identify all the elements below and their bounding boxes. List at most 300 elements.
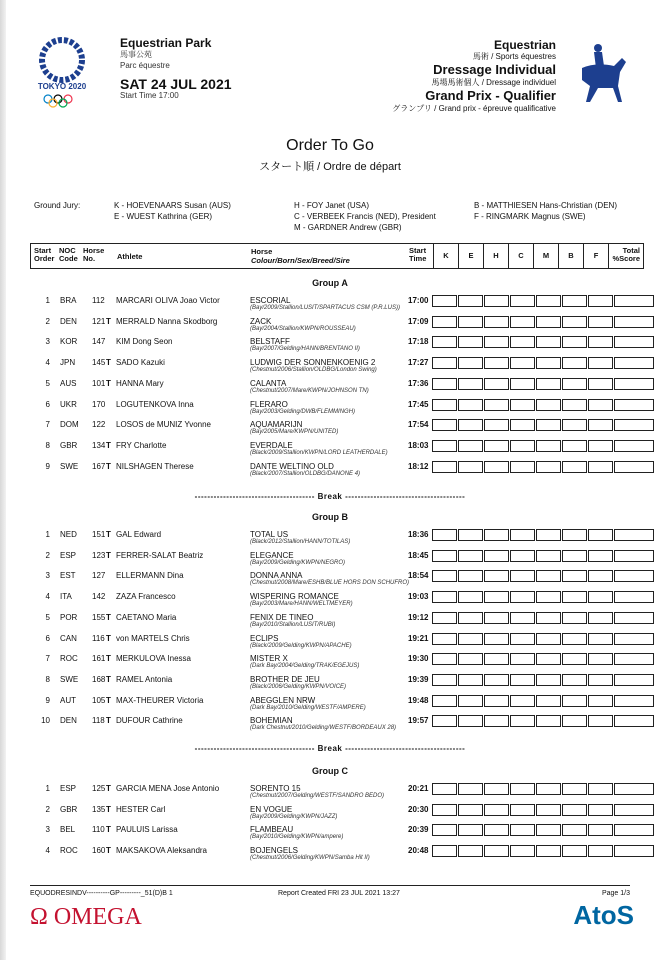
judge-score-box [562, 695, 587, 707]
break-dashes: -------------------------------------- [194, 492, 318, 501]
start-list-row [30, 673, 630, 694]
start-order: 3 [45, 825, 50, 835]
start-time: 17:54 [408, 420, 429, 430]
horse-details: (Bay/2003/Gelding/DWB/FLEMMINGH) [250, 408, 356, 415]
total-score-box [614, 612, 654, 624]
total-score-box [614, 399, 654, 411]
judge-score-box [510, 612, 535, 624]
page-title: Order To Go [286, 137, 374, 154]
start-order: 3 [45, 571, 50, 581]
judge-score-box [432, 529, 457, 541]
team-marker: T [106, 804, 111, 814]
start-time: 20:21 [408, 784, 429, 793]
athlete-name: MAKSAKOVA Aleksandra [116, 846, 208, 856]
col-judge-c: C [508, 244, 533, 268]
horse-name: SORENTO 15 [250, 784, 301, 793]
horse-name: AQUAMARIJN [250, 420, 303, 430]
judge-score-box [458, 419, 483, 431]
col-judge-e: E [458, 244, 483, 268]
judge-score-box [588, 336, 613, 348]
start-list-row [30, 549, 630, 570]
judge-score-box [458, 804, 483, 816]
start-order: 6 [45, 633, 50, 643]
footer-code: EQUODRESINDV----------GP---------_51(D)B 1 [30, 890, 173, 897]
athlete-name: HESTER Carl [116, 804, 166, 814]
horse-number: 161 [92, 654, 106, 664]
judge-score-box [510, 570, 535, 582]
athlete-name: FERRER-SALAT Beatriz [116, 550, 204, 560]
athlete-name: PAULUIS Larissa [116, 825, 178, 835]
judge-score-box [536, 399, 561, 411]
jury-label: Ground Jury: [34, 201, 81, 210]
phase-name: Grand Prix - Qualifier [425, 88, 556, 103]
team-marker: T [106, 530, 111, 539]
col-noc: NOC Code [59, 246, 78, 263]
total-score-box [614, 653, 654, 665]
start-time: 19:48 [408, 695, 429, 705]
noc-code: POR [60, 612, 78, 622]
score-boxes [432, 591, 655, 603]
judge-score-box [484, 783, 509, 795]
noc-code: DEN [60, 316, 77, 326]
judge-score-box [458, 591, 483, 603]
noc-code: CAN [60, 633, 77, 643]
noc-code: SWE [60, 674, 79, 684]
judge-score-box [458, 357, 483, 369]
horse-details: (Chestnut/2006/Gelding/KWPN/Samba Hit II) [250, 855, 370, 862]
athlete-name: LOSOS de MUNIZ Yvonne [116, 420, 212, 430]
horse-name: ZACK [250, 316, 272, 326]
judge-score-box [588, 399, 613, 411]
judge-score-box [484, 633, 509, 645]
judge-score-box [588, 695, 613, 707]
horse-number: 123 [92, 550, 106, 560]
judge-score-box [458, 695, 483, 707]
judge-score-box [510, 674, 535, 686]
score-boxes [432, 399, 655, 411]
judge-score-box [536, 824, 561, 836]
horse-number: 105 [92, 695, 106, 705]
start-order: 2 [45, 316, 50, 326]
start-list-row [30, 782, 630, 803]
horse-number: 118 [92, 716, 105, 726]
judge-score-box [562, 440, 587, 452]
horse-name: ELEGANCE [250, 550, 294, 560]
footer-divider [30, 885, 630, 886]
score-boxes [432, 695, 655, 707]
judge-score-box [536, 550, 561, 562]
score-boxes [432, 378, 655, 390]
start-order: 9 [45, 461, 50, 471]
jury-col-2 [294, 200, 436, 233]
horse-details: (Bay/2004/Stallion/KWPN/ROUSSEAU) [250, 325, 356, 332]
total-score-box [614, 550, 654, 562]
team-marker: T [106, 440, 111, 450]
judge-score-box [484, 612, 509, 624]
total-score-box [614, 295, 654, 307]
start-time: 20:30 [408, 804, 429, 814]
horse-name: ECLIPS [250, 633, 279, 643]
start-order: 3 [45, 337, 50, 347]
score-boxes [432, 612, 655, 624]
horse-details: (Chestnut/2007/Mare/KWPN/JOHNSON TN) [250, 387, 369, 394]
judge-score-box [458, 633, 483, 645]
judge-score-box [432, 824, 457, 836]
athlete-name: LOGUTENKOVA Inna [116, 399, 194, 409]
horse-name: EVERDALE [250, 440, 293, 450]
horse-name: TOTAL US [250, 530, 289, 539]
break-dashes: -------------------------------------- [194, 744, 318, 753]
col-judge-b: B [558, 244, 583, 268]
total-score-box [614, 570, 654, 582]
col-judges [433, 244, 609, 268]
score-boxes [432, 316, 655, 328]
horse-details: (Chestnut/2007/Gelding/WESTF/SANDRO BEDO) [250, 793, 385, 799]
judge-score-box [484, 824, 509, 836]
judge-score-box [536, 419, 561, 431]
score-boxes [432, 783, 655, 795]
horse-details: (Black/2006/Gelding/KWPN/VOICE) [250, 683, 347, 690]
judge-score-box [458, 653, 483, 665]
judge-score-box [562, 378, 587, 390]
horse-details: (Bay/2009/Gelding/KWPN/NEGRO) [250, 559, 346, 566]
col-horse: Horse [251, 247, 273, 256]
judge-score-box [562, 653, 587, 665]
judge-score-box [588, 845, 613, 857]
total-score-box [614, 591, 654, 603]
jury-member: H - FOY Janet (USA) [294, 201, 369, 210]
judge-score-box [562, 804, 587, 816]
start-order: 10 [41, 716, 50, 726]
team-marker: T [106, 716, 111, 726]
judge-score-box [588, 419, 613, 431]
total-score-box [614, 783, 654, 795]
judge-score-box [536, 612, 561, 624]
start-order: 4 [45, 358, 50, 368]
header-left [120, 38, 232, 101]
col-total: Total %Score [612, 246, 640, 263]
jury-member: B - MATTHIESEN Hans-Christian (DEN) [474, 201, 617, 210]
col-horse-sub: Colour/Born/Sex/Breed/Sire [251, 256, 350, 265]
judge-score-box [432, 715, 457, 727]
noc-code: ESP [60, 550, 77, 560]
score-boxes [432, 633, 655, 645]
judge-score-box [510, 653, 535, 665]
judge-score-box [510, 440, 535, 452]
judge-score-box [458, 845, 483, 857]
judge-score-box [432, 570, 457, 582]
noc-code: KOR [60, 337, 78, 347]
judge-score-box [588, 612, 613, 624]
judge-score-box [536, 653, 561, 665]
horse-details: (Bay/2010/Stallion/LUSIT/RUBI) [250, 621, 336, 628]
tokyo-2020-logo [34, 36, 90, 121]
total-score-box [614, 461, 654, 473]
start-time: 18:12 [408, 461, 429, 471]
athlete-name: MERRALD Nanna Skodborg [116, 316, 218, 326]
judge-score-box [484, 529, 509, 541]
judge-score-box [432, 357, 457, 369]
judge-score-box [536, 461, 561, 473]
judge-score-box [458, 461, 483, 473]
jury-member: E - WUEST Kathrina (GER) [114, 212, 213, 221]
judge-score-box [484, 653, 509, 665]
team-marker: T [106, 461, 111, 471]
horse-name: BOJENGELS [250, 846, 299, 856]
footer-page: Page 1/3 [601, 890, 630, 897]
start-order: 5 [45, 612, 50, 622]
horse-details: (Black/2012/Stallion/HANN/TOTILAS) [250, 539, 351, 545]
horse-number: 147 [92, 337, 106, 347]
start-time: 17:09 [408, 316, 429, 326]
athlete-name: RAMEL Antonia [116, 674, 173, 684]
judge-score-box [536, 591, 561, 603]
horse-details: (Bay/2005/Mare/KWPN/UNITED) [250, 429, 339, 436]
judge-score-box [588, 570, 613, 582]
judge-score-box [432, 591, 457, 603]
start-order: 1 [45, 296, 50, 305]
judge-score-box [588, 550, 613, 562]
page-subtitle: スタート順 / Ordre de départ [259, 161, 401, 173]
judge-score-box [484, 357, 509, 369]
judge-score-box [458, 715, 483, 727]
jury-member: M - GARDNER Andrew (GBR) [294, 223, 402, 232]
start-order: 4 [45, 846, 50, 856]
judge-score-box [484, 804, 509, 816]
judge-score-box [484, 845, 509, 857]
noc-code: BRA [60, 296, 77, 305]
judge-score-box [458, 295, 483, 307]
col-judge-h: H [483, 244, 508, 268]
judge-score-box [562, 357, 587, 369]
judge-score-box [588, 357, 613, 369]
total-score-box [614, 336, 654, 348]
judge-score-box [536, 529, 561, 541]
judge-score-box [510, 845, 535, 857]
judge-score-box [510, 461, 535, 473]
horse-number: 110 [92, 825, 105, 835]
judge-score-box [588, 674, 613, 686]
judge-score-box [510, 550, 535, 562]
athlete-name: DUFOUR Cathrine [116, 716, 183, 726]
judge-score-box [562, 419, 587, 431]
horse-number: 112 [92, 296, 105, 305]
group-heading: Group B [312, 512, 348, 522]
total-score-box [614, 633, 654, 645]
score-boxes [432, 295, 655, 307]
atos-logo: AtoS [573, 900, 634, 930]
athlete-name: NILSHAGEN Therese [116, 461, 194, 471]
athlete-name: GAL Edward [116, 530, 162, 539]
judge-score-box [510, 378, 535, 390]
judge-score-box [536, 357, 561, 369]
noc-code: UKR [60, 399, 77, 409]
judge-score-box [458, 783, 483, 795]
sport-sub: 馬術 / Sports équestres [472, 52, 556, 61]
horse-number: 122 [92, 420, 106, 430]
noc-code: NED [60, 530, 77, 539]
start-order: 4 [45, 592, 50, 602]
horse-details: (Chestnut/2008/Mare/ESHB/BLUE HORS DON SCHUFRO) [250, 580, 410, 587]
noc-code: ROC [60, 654, 78, 664]
judge-score-box [536, 695, 561, 707]
break-separator [0, 492, 660, 501]
judge-score-box [510, 633, 535, 645]
judge-score-box [484, 715, 509, 727]
horse-name: DANTE WELTINO OLD [250, 461, 334, 471]
start-list-row [30, 652, 630, 673]
judge-score-box [588, 378, 613, 390]
noc-code: BEL [60, 825, 76, 835]
start-order: 6 [45, 399, 50, 409]
horse-number: 170 [92, 399, 106, 409]
judge-score-box [432, 783, 457, 795]
omega-logo: Ω OMEGA [30, 904, 142, 930]
judge-score-box [484, 378, 509, 390]
judge-score-box [432, 440, 457, 452]
horse-name: BOHEMIAN [250, 716, 293, 726]
horse-details: (Black/2009/Stallion/KWPN/LORD LEATHERDALE) [250, 449, 388, 456]
col-judge-f: F [583, 244, 609, 268]
noc-code: AUS [60, 378, 77, 388]
total-score-box [614, 824, 654, 836]
horse-details: (Bay/2003/Mare/HANN/WELTMEYER) [250, 601, 353, 608]
horse-name: FENIX DE TINEO [250, 612, 314, 622]
header-right [392, 38, 556, 114]
col-athlete: Athlete [117, 252, 143, 261]
judge-score-box [536, 804, 561, 816]
judge-score-box [432, 295, 457, 307]
noc-code: EST [60, 571, 76, 581]
horse-number: 160 [92, 846, 106, 856]
start-list-row [30, 460, 630, 481]
team-marker: T [106, 378, 111, 388]
start-list-row [30, 377, 630, 398]
judge-score-box [484, 461, 509, 473]
team-marker: T [106, 695, 111, 705]
judge-score-box [432, 550, 457, 562]
athlete-name: MARCARI OLIVA Joao Victor [116, 296, 220, 305]
judge-score-box [432, 845, 457, 857]
judge-score-box [536, 783, 561, 795]
start-list-row [30, 315, 630, 336]
jury-member: K - HOEVENAARS Susan (AUS) [114, 201, 231, 210]
judge-score-box [510, 715, 535, 727]
start-time: Start Time 17:00 [120, 91, 179, 100]
judge-score-box [562, 612, 587, 624]
judge-score-box [588, 804, 613, 816]
total-score-box [614, 419, 654, 431]
judge-score-box [588, 715, 613, 727]
horse-details: (Dark Chestnut/2010/Gelding/WESTF/BORDEAUX 28) [250, 725, 397, 732]
judge-score-box [536, 715, 561, 727]
athlete-name: HANNA Mary [116, 378, 164, 388]
horse-name: FLERARO [250, 399, 288, 409]
start-time: 19:03 [408, 592, 429, 602]
start-time: 19:12 [408, 612, 429, 622]
horse-number: 142 [92, 592, 106, 602]
horse-number: 155 [92, 612, 106, 622]
judge-score-box [484, 695, 509, 707]
athlete-name: MAX-THEURER Victoria [116, 695, 204, 705]
jury-col-3 [474, 200, 617, 222]
total-score-box [614, 357, 654, 369]
judge-score-box [458, 612, 483, 624]
judge-score-box [510, 591, 535, 603]
judge-score-box [510, 695, 535, 707]
athlete-name: MERKULOVA Inessa [116, 654, 191, 664]
start-list-row [30, 844, 630, 865]
athlete-name: SADO Kazuki [116, 358, 165, 368]
noc-code: JPN [60, 358, 76, 368]
horse-number: 135 [92, 804, 106, 814]
total-score-box [614, 845, 654, 857]
score-boxes [432, 440, 655, 452]
start-list-row [30, 803, 630, 824]
judge-score-box [562, 295, 587, 307]
start-list-row [30, 356, 630, 377]
judge-score-box [588, 529, 613, 541]
judge-score-box [562, 674, 587, 686]
start-time: 17:18 [408, 337, 429, 347]
noc-code: DOM [60, 420, 79, 430]
col-horse-no: Horse No. [83, 246, 105, 263]
judge-score-box [562, 715, 587, 727]
judge-score-box [432, 461, 457, 473]
start-list-row [30, 590, 630, 611]
col-judge-m: M [533, 244, 558, 268]
judge-score-box [432, 378, 457, 390]
noc-code: SWE [60, 461, 79, 471]
score-boxes [432, 845, 655, 857]
judge-score-box [536, 295, 561, 307]
judge-score-box [536, 336, 561, 348]
score-boxes [432, 357, 655, 369]
horse-name: MISTER X [250, 654, 288, 664]
judge-score-box [562, 336, 587, 348]
judge-score-box [484, 440, 509, 452]
judge-score-box [432, 804, 457, 816]
start-list-row [30, 714, 630, 735]
judge-score-box [484, 295, 509, 307]
start-list-row [30, 398, 630, 419]
judge-score-box [536, 378, 561, 390]
judge-score-box [588, 295, 613, 307]
score-boxes [432, 715, 655, 727]
horse-name: DONNA ANNA [250, 571, 303, 581]
judge-score-box [562, 845, 587, 857]
judge-score-box [510, 357, 535, 369]
team-marker: T [106, 358, 111, 368]
horse-details: (Black/2009/Gelding/KWPN/APACHE) [250, 642, 352, 649]
sport-name: Equestrian [493, 38, 556, 52]
noc-code: AUT [60, 695, 76, 705]
total-score-box [614, 440, 654, 452]
total-score-box [614, 715, 654, 727]
horse-name: CALANTA [250, 378, 287, 388]
athlete-name: FRY Charlotte [116, 440, 167, 450]
noc-code: GBR [60, 440, 78, 450]
judge-score-box [536, 570, 561, 582]
judge-score-box [510, 295, 535, 307]
horse-number: 125 [92, 784, 106, 793]
judge-score-box [562, 529, 587, 541]
judge-score-box [432, 695, 457, 707]
judge-score-box [562, 591, 587, 603]
judge-score-box [510, 336, 535, 348]
horse-name: ESCORIAL [250, 296, 291, 305]
noc-code: ROC [60, 846, 78, 856]
